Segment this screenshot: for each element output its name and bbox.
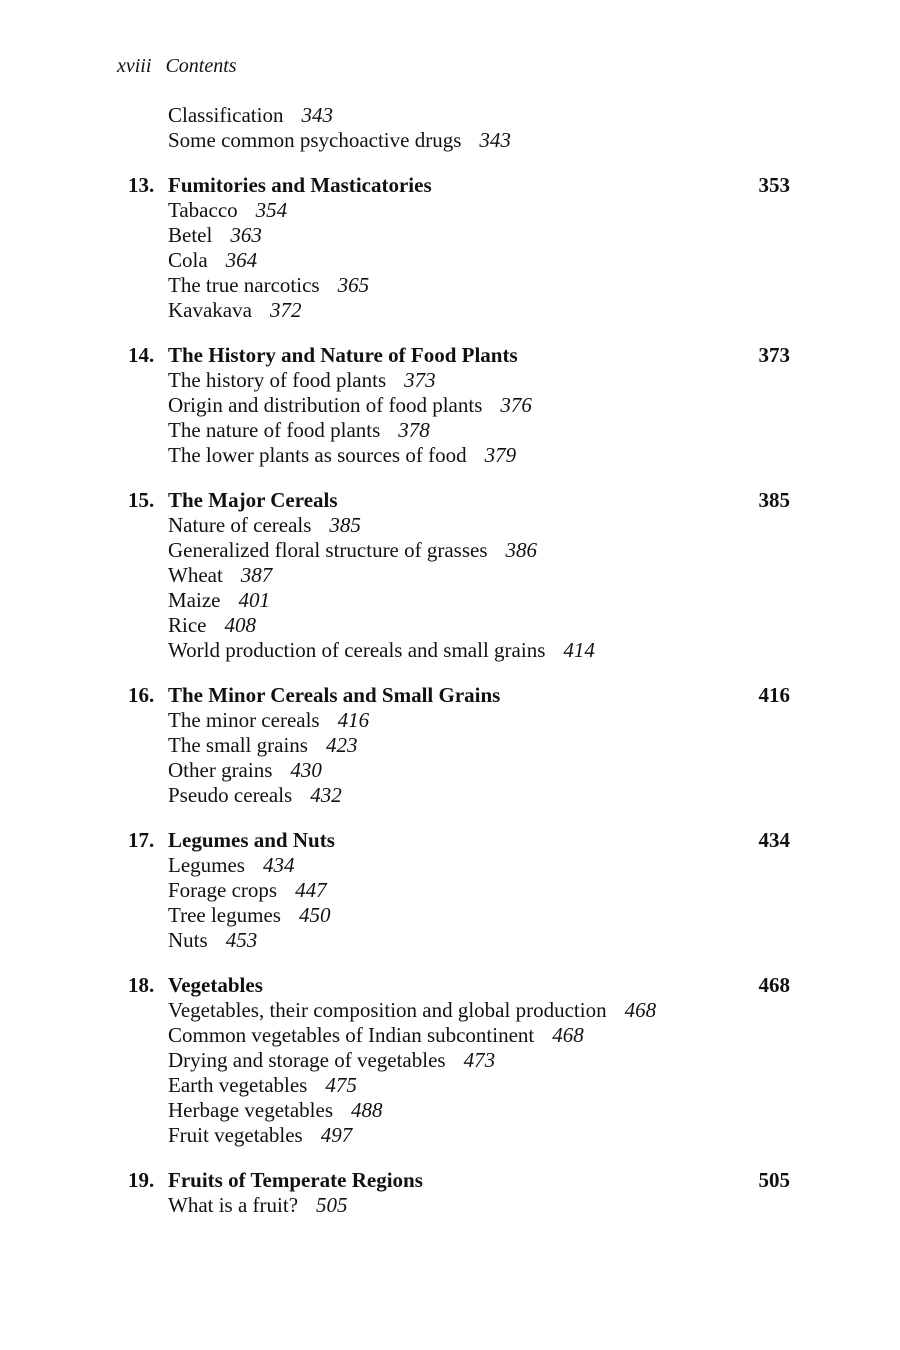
section-title: Nature of cereals [168,513,312,537]
section-entry[interactable] [0,613,900,638]
section-title: Common vegetables of Indian subcontinent [168,1023,535,1047]
section-page: 434 [262,853,295,877]
section-title: Other grains [168,758,273,782]
section-title: Earth vegetables [168,1073,308,1097]
chapter-number: 15. [128,488,155,512]
section-entry[interactable] [0,783,900,808]
section-page: 373 [404,368,436,392]
section-entry[interactable] [0,248,900,273]
chapter-number: 18. [128,973,155,997]
section-title: What is a fruit? [168,1193,299,1217]
chapter-page: 373 [758,343,790,367]
section-title: Herbage vegetables [168,1098,333,1122]
chapter-entry [0,173,900,323]
section-entry[interactable] [0,1073,900,1098]
table-of-contents [0,103,900,1238]
section-page: 450 [298,903,331,927]
section-title: Maize [168,588,221,612]
section-page: 430 [290,758,322,782]
section-page: 372 [269,298,302,322]
section-page: 386 [505,538,538,562]
chapter-page: 353 [758,173,790,197]
section-entry[interactable] [0,1023,900,1048]
chapter-title: The Major Cereals [168,488,338,512]
page-header [117,55,237,78]
section-page: 432 [310,783,342,807]
section-entry[interactable] [0,638,900,663]
section-title: The lower plants as sources of food [168,443,467,467]
section-title: Wheat [168,563,223,587]
section-page: 505 [316,1193,348,1217]
chapter-title: The Minor Cereals and Small Grains [168,683,501,707]
section-title: Pseudo cereals [168,783,293,807]
section-page: 365 [337,273,370,297]
section-entry[interactable] [0,223,900,248]
section-entry[interactable] [0,708,900,733]
chapter-number: 16. [128,683,155,707]
section-title: The minor cereals [168,708,320,732]
chapter-number: 19. [128,1168,155,1192]
chapter-heading[interactable] [0,488,900,513]
section-entry[interactable] [0,903,900,928]
section-entry[interactable] [0,418,900,443]
section-entry[interactable] [0,1098,900,1123]
section-title: World production of cereals and small grains [168,638,546,662]
section-entry[interactable] [0,588,900,613]
section-title: Cola [168,248,208,272]
section-page: 408 [224,613,256,637]
section-entry[interactable] [0,1193,900,1218]
section-title: Forage crops [168,878,278,902]
section-entry[interactable] [0,1123,900,1148]
chapter-entry [0,1168,900,1218]
section-page: 447 [295,878,327,902]
chapter-number: 13. [128,173,155,197]
section-title: Drying and storage of vegetables [168,1048,446,1072]
section-title: Tree legumes [168,903,281,927]
section-title: Rice [168,613,207,637]
section-page: 343 [301,103,333,127]
section-page: 497 [320,1123,353,1147]
header-title: Contents [165,55,237,77]
section-page: 475 [325,1073,357,1097]
chapter-heading[interactable] [0,973,900,998]
chapter-page: 468 [758,973,790,997]
section-entry[interactable] [0,998,900,1023]
section-entry[interactable] [0,198,900,223]
section-title: Legumes [168,853,245,877]
section-entry[interactable] [0,928,900,953]
section-page: 363 [230,223,262,247]
section-page: 387 [240,563,273,587]
chapter-title: Fruits of Temperate Regions [168,1168,423,1192]
section-entry[interactable] [0,1048,900,1073]
chapter-page: 385 [758,488,790,512]
section-entry[interactable] [0,878,900,903]
section-title: The small grains [168,733,308,757]
section-page: 376 [500,393,532,417]
section-entry[interactable] [0,758,900,783]
section-title: Kavakava [168,298,252,322]
section-title: Some common psychoactive drugs [168,128,462,152]
section-title: Classification [168,103,284,127]
section-title: Vegetables, their composition and global production [168,998,607,1022]
chapter-title: Vegetables [168,973,263,997]
section-page: 468 [624,998,657,1022]
section-entry[interactable] [0,298,900,323]
chapter-heading[interactable] [0,173,900,198]
section-page: 379 [484,443,517,467]
section-page: 468 [552,1023,584,1047]
section-title: Origin and distribution of food plants [168,393,483,417]
section-entry[interactable] [0,733,900,758]
section-page: 385 [329,513,361,537]
chapter-entry [0,973,900,1148]
page-number-roman: xviii [117,55,152,77]
section-entry[interactable] [0,563,900,588]
chapter-title: The History and Nature of Food Plants [168,343,518,367]
section-page: 416 [337,708,370,732]
section-title: The true narcotics [168,273,320,297]
section-title: Tabacco [168,198,238,222]
section-entry[interactable] [0,368,900,393]
section-page: 343 [479,128,511,152]
chapter-entry [0,488,900,663]
chapter-number: 17. [128,828,155,852]
section-title: The history of food plants [168,368,387,392]
section-entry[interactable] [0,538,900,563]
section-title: Fruit vegetables [168,1123,303,1147]
chapter-heading[interactable] [0,683,900,708]
section-entry[interactable] [0,103,900,128]
chapter-page: 416 [758,683,790,707]
section-page: 488 [351,1098,383,1122]
chapter-page: 434 [758,828,790,852]
chapter-heading[interactable] [0,828,900,853]
chapter-heading[interactable] [0,343,900,368]
chapter-entry [0,828,900,953]
section-page: 378 [398,418,430,442]
chapter-entry [0,343,900,468]
section-page: 423 [325,733,358,757]
section-page: 473 [463,1048,496,1072]
section-entry[interactable] [0,393,900,418]
section-title: Nuts [168,928,208,952]
section-page: 414 [563,638,595,662]
section-page: 401 [238,588,270,612]
chapter-title: Fumitories and Masticatories [168,173,432,197]
chapter-number: 14. [128,343,155,367]
section-title: Betel [168,223,213,247]
section-entry[interactable] [0,128,900,153]
continued-sections [0,103,900,153]
chapter-page: 505 [758,1168,790,1192]
section-page: 354 [255,198,288,222]
section-title: Generalized floral structure of grasses [168,538,488,562]
section-title: The nature of food plants [168,418,381,442]
chapter-entry [0,683,900,808]
chapter-title: Legumes and Nuts [168,828,335,852]
section-entry[interactable] [0,273,900,298]
section-entry[interactable] [0,513,900,538]
chapter-heading[interactable] [0,1168,900,1193]
section-page: 364 [225,248,258,272]
section-entry[interactable] [0,853,900,878]
section-entry[interactable] [0,443,900,468]
section-page: 453 [225,928,258,952]
